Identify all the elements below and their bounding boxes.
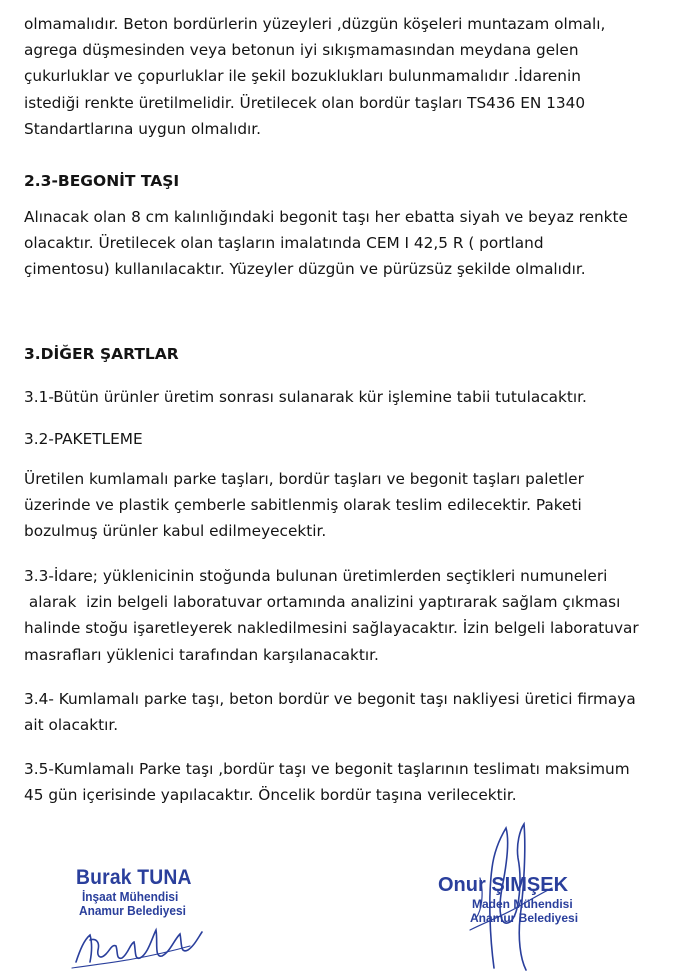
stamp-right-institution: Anamur Belediyesi xyxy=(470,911,579,925)
text-line: 45 gün içerisinde yapılacaktır. Öncelik bordür taşına verilecektir. xyxy=(24,786,517,805)
text-line: alarak izin belgeli laboratuvar ortamında analizini yaptırarak sağlam çıkması xyxy=(24,593,621,612)
text-line: istediği renkte üretilmelidir. Üretilecek olan bordür taşları TS436 EN 1340 xyxy=(24,93,586,112)
text-line: 3.5-Kumlamalı Parke taşı ,bordür taşı ve begonit taşlarının teslimatı maksimum xyxy=(24,760,630,778)
signature-left-icon xyxy=(70,880,210,975)
section-3-heading: 3.DİĞER ŞARTLAR xyxy=(24,345,179,363)
text-line: çimentosu) kullanılacaktır. Yüzeyler düzgün ve pürüzsüz şekilde olmalıdır. xyxy=(24,260,586,279)
text-line: masrafları yüklenici tarafından karşılanacaktır. xyxy=(24,645,379,664)
text-line: halinde stoğu işaretleyerek nakledilmesini sağlayacaktır. İzin belgeli laboratuvar xyxy=(24,619,639,638)
text-line: Üretilen kumlamalı parke taşları, bordür taşları ve begonit taşları paletler xyxy=(24,470,584,488)
stamp-right-name: Onur ŞIMŞEK xyxy=(438,874,569,896)
text-line: 3.3-İdare; yüklenicinin stoğunda bulunan üretimlerden seçtikleri numuneleri xyxy=(24,567,608,585)
item-3-2-paragraph xyxy=(24,466,654,545)
text-line: 3.4- Kumlamalı parke taşı, beton bordür ve begonit taşı nakliyesi üretici firmaya xyxy=(24,690,636,708)
item-3-5-paragraph xyxy=(24,756,654,808)
item-3-2-heading: 3.2-PAKETLEME xyxy=(24,430,143,448)
stamp-right-title: Maden Mühendisi xyxy=(472,897,573,911)
text-line: ait olacaktır. xyxy=(24,716,119,735)
text-line: Standartlarına uygun olmalıdır. xyxy=(24,119,262,138)
item-3-3-paragraph xyxy=(24,563,654,668)
stamp-left-title: İnşaat Mühendisi xyxy=(82,890,179,904)
item-3-4-paragraph xyxy=(24,686,654,738)
item-3-1: 3.1-Bütün ürünler üretim sonrası sulanarak kür işlemine tabii tutulacaktır. xyxy=(24,388,587,406)
text-line: olmamalıdır. Beton bordürlerin yüzeyleri ,düzgün köşeleri muntazam olmalı, xyxy=(24,15,606,33)
text-line: Alınacak olan 8 cm kalınlığındaki begonit taşı her ebatta siyah ve beyaz renkte xyxy=(24,208,628,226)
text-line: çukurluklar ve çopurluklar ile şekil bozuklukları bulunmamalıdır .İdarenin xyxy=(24,67,581,86)
stamp-left-institution: Anamur Belediyesi xyxy=(79,904,186,918)
section-2-3-paragraph xyxy=(24,204,654,283)
signature-right-icon xyxy=(440,818,570,978)
text-line: agrega düşmesinden veya betonun iyi sıkışmamasından meydana gelen xyxy=(24,41,579,60)
section-2-3-heading: 2.3-BEGONİT TAŞI xyxy=(24,172,180,190)
intro-paragraph xyxy=(24,11,654,142)
stamp-left-name: Burak TUNA xyxy=(76,866,192,889)
text-line: bozulmuş ürünler kabul edilmeyecektir. xyxy=(24,522,327,541)
text-line: olacaktır. Üretilecek olan taşların imalatında CEM I 42,5 R ( portland xyxy=(24,234,544,253)
text-line: üzerinde ve plastik çemberle sabitlenmiş olarak teslim edilecektir. Paketi xyxy=(24,496,582,515)
